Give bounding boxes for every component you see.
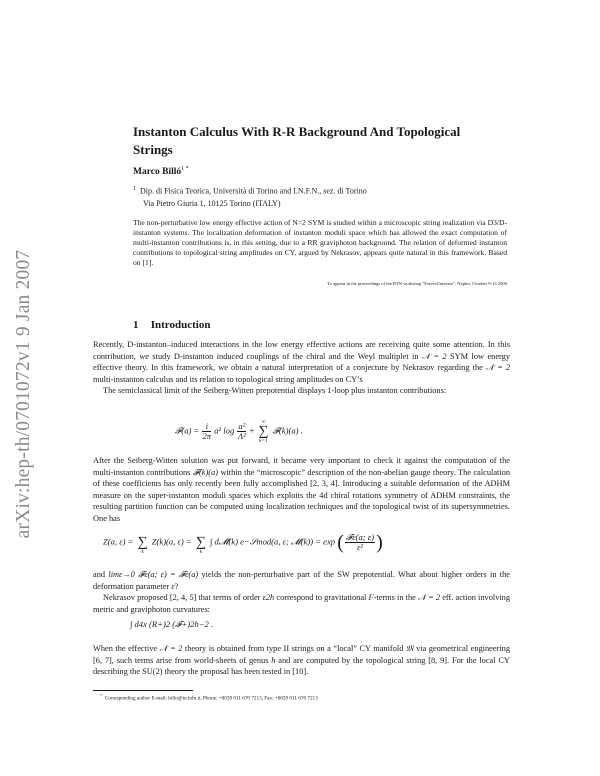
section-heading [133,319,210,331]
affiliation-line-2: Via Pietro Giuria 1, 10125 Torino (ITALY) [143,198,281,208]
paper-title [133,123,513,159]
affiliation-line-1: Dip. di Fisica Teorica, Università di Torino and I.N.F.N., sez. di Torino [140,186,367,196]
arxiv-identifier [6,214,42,574]
abstract: The non-perturbative low energy effective action of N=2 SYM is studied within a microscopic string realization via D3/D-instanton systems. The localization deformation of instanton moduli space which has allowed the exact computation of multi-instanton contributions is, in this setting, due to a RR graviphoton background. The relation of deformed instanton contributions to topological string amplitudes on CY, argued by Nekrasov, appears quite natural in this framework. Based on [1]. [133,218,507,267]
equation-partition-function: Z(a, ε) = ∑ k Z(k)(a, ε) = ∑ k ∫ d𝓜̂(k) e−𝒮mod(a, ε; 𝓜(k)) = exp ( $\frac{\text{𝓕ε(a; ε)}}{\text{ε²}}$ ) [103,531,383,555]
footnote-mark: * [100,693,103,698]
equation-gravitational-term: ∫ d4x (R+)2 (𝓕+)2h−2 . [130,619,214,629]
affiliation [133,183,367,210]
intro-paragraph-1: Recently, D-instanton–induced interactions in the low energy effective actions are receiving quite some attention. In this contribution, we study D-instanton induced couplings of the chiral and the Weyl multiplet in 𝒩 = 2 SYM low energy effective theory. In this framework, we obtain a natural interpretation of a conjecture by Nekrasov regarding the 𝒩 = 2 multi-instanton calculus and its relation to topological string amplitudes on CY’s The semiclassical limit of the Seiberg-Witten prepotential displays 1-loop plus instanton contributions: [93,340,510,395]
arxiv-id-text: arXiv:hep-th/0701072v1 9 Jan 2007 [13,249,34,539]
intro-paragraph-2: The semiclassical limit of the Seiberg-Witten prepotential displays 1-loop plus instanton contributions: [103,386,447,395]
section-number: 1 [133,319,139,331]
title-line-1: Instanton Calculus With R-R Background And Topological [133,124,461,139]
footnote-rule [93,690,193,691]
section-title: Introduction [150,319,211,331]
title-line-2: Strings [133,142,173,157]
author-line [133,166,189,177]
to-appear-note: To appear in the proceedings of the RTN workshop "ForcesUniverse", Naples, October 9-13 2006 [327,281,507,286]
footnote [100,693,318,702]
intro-paragraph-4: and limε→0 𝓕ε(a; ε) = 𝓕ε(a) yields the non-perturbative part of the SW prepotential. What about higher orders in the deformation parameter ε? Nekrasov proposed [2, 4, 5] that terms of order ε2h correspond to gravitational F-terms in the 𝒩 = 2 eff. action involving metric and graviphoton curvatures: [93,570,511,614]
equation-prepotential: 𝓕(a) = $\frac{i}{2\pi}$ a² log $\frac{\text{a²}}{\text{Λ²}}$ + ∞ ∑ k=1 𝓕(k)(a) . [175,419,303,444]
author-name: Marco Billó [133,167,182,178]
affiliation-mark: 1 [133,186,136,192]
intro-paragraph-6: When the effective 𝒩 = 2 theory is obtained from type II strings on a “local” CY manifold 𝔐 via geometrical engineering [6, 7], such terms arise from world-sheets of genus h and are computed by the topological string [8, 9]. For the local CY describing the SU(2) theory the proposal has been tested in [10]. [93,644,510,676]
intro-paragraph-3: After the Seiberg-Witten solution was put forward, it became very important to check it against the computation of the multi-instanton contributions 𝓕(k)(a) within the “microscopic” description of the non-abelian gauge theory. The calculation of these coefficients has only recently been fully accomplished [2, 3, 4]. Introducing a suitable deformation of the ADHM measure on the super-instanton moduli spaces which exploits the 4d chiral rotations symmetry of ADHM constraints, the resulting partition function can be computed using localization techniques and the topological twist of its supersymmetries. One has [93,456,511,523]
footnote-text: Corresponding author E-mail: billo@to.infn.it, Phone: +0039 011 670 7213, Fax: +0039 011 670 7213 [104,695,318,702]
author-marks: 1 * [181,166,189,172]
